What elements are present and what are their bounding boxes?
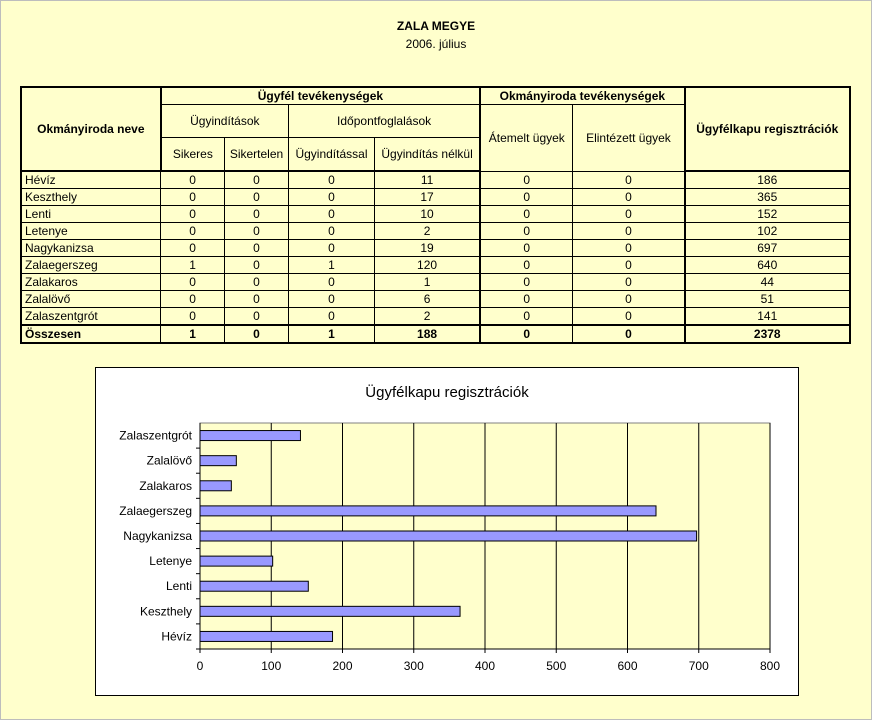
value-cell: 0 — [161, 291, 225, 308]
office-name-cell: Keszthely — [21, 189, 161, 206]
value-cell: 697 — [685, 240, 850, 257]
value-cell: 102 — [685, 223, 850, 240]
value-cell: 51 — [685, 291, 850, 308]
value-cell: 0 — [161, 223, 225, 240]
table-row — [21, 223, 850, 240]
value-cell: 0 — [480, 274, 573, 291]
office-name-cell: Zalaszentgrót — [21, 308, 161, 326]
value-cell: 1 — [289, 257, 375, 274]
table-body — [21, 171, 850, 343]
value-cell: 0 — [573, 240, 685, 257]
value-cell: 0 — [289, 308, 375, 326]
value-cell: 0 — [573, 257, 685, 274]
value-cell: 365 — [685, 189, 850, 206]
value-cell: 6 — [374, 291, 480, 308]
value-cell: 2 — [374, 223, 480, 240]
bar-nagykanizsa — [200, 531, 697, 541]
office-name-cell: Zalaegerszeg — [21, 257, 161, 274]
value-cell: 640 — [685, 257, 850, 274]
value-cell: 0 — [480, 189, 573, 206]
header-unsuccessful: Sikertelen — [225, 138, 289, 172]
value-cell: 1 — [161, 257, 225, 274]
category-label: Zalaszentgrót — [119, 428, 192, 443]
header-successful: Sikeres — [161, 138, 225, 172]
x-tick-label: 0 — [196, 659, 204, 673]
header-portal-registrations: Ügyfélkapu regisztrációk — [685, 87, 850, 171]
value-cell: 0 — [161, 171, 225, 189]
value-cell: 152 — [685, 206, 850, 223]
header-completed: Elintézett ügyek — [573, 105, 685, 172]
x-tick-label: 800 — [759, 659, 781, 673]
value-cell: 0 — [161, 189, 225, 206]
value-cell: 0 — [161, 206, 225, 223]
value-cell: 120 — [374, 257, 480, 274]
header-without-case: Ügyindítás nélkül — [374, 138, 480, 172]
value-cell: 188 — [374, 325, 480, 343]
value-cell: 0 — [573, 171, 685, 189]
statistics-table — [20, 86, 851, 344]
value-cell: 0 — [573, 189, 685, 206]
value-cell: 17 — [374, 189, 480, 206]
x-tick-label: 100 — [261, 659, 282, 673]
bar-chart — [96, 368, 798, 695]
value-cell: 0 — [289, 189, 375, 206]
value-cell: 0 — [289, 223, 375, 240]
category-label: Zalalövő — [146, 453, 192, 468]
value-cell: 0 — [225, 189, 289, 206]
value-cell: 0 — [225, 240, 289, 257]
office-name-cell: Zalakaros — [21, 274, 161, 291]
value-cell: 0 — [289, 240, 375, 257]
office-name-cell: Letenye — [21, 223, 161, 240]
value-cell: 0 — [161, 308, 225, 326]
header-client-activities: Ügyfél tevékenységek — [161, 87, 481, 105]
x-tick-label: 300 — [403, 659, 424, 673]
page-subtitle: 2006. július — [405, 37, 467, 51]
value-cell: 0 — [480, 257, 573, 274]
total-label: Összesen — [21, 325, 161, 343]
value-cell: 0 — [289, 206, 375, 223]
value-cell: 0 — [225, 308, 289, 326]
office-name-cell: Lenti — [21, 206, 161, 223]
value-cell: 0 — [480, 223, 573, 240]
value-cell: 0 — [289, 171, 375, 189]
value-cell: 1 — [374, 274, 480, 291]
bar-hévíz — [200, 631, 333, 641]
category-label: Nagykanizsa — [123, 529, 192, 543]
header-with-case: Ügyindítással — [289, 138, 375, 172]
table-row — [21, 308, 850, 326]
value-cell: 0 — [161, 274, 225, 291]
value-cell: 0 — [480, 291, 573, 308]
table-row — [21, 240, 850, 257]
value-cell: 10 — [374, 206, 480, 223]
header-bookings: Időpontfoglalások — [289, 105, 481, 138]
chart-title: Ügyfélkapu regisztrációk — [365, 384, 529, 401]
value-cell: 0 — [480, 325, 573, 343]
value-cell: 2 — [374, 308, 480, 326]
value-cell: 0 — [225, 257, 289, 274]
bar-zalaszentgrót — [200, 431, 300, 441]
table-row — [21, 274, 850, 291]
value-cell: 2378 — [685, 325, 850, 343]
value-cell: 0 — [573, 206, 685, 223]
category-label: Lenti — [165, 579, 192, 594]
value-cell: 0 — [480, 206, 573, 223]
header-case-starts: Ügyindítások — [161, 105, 289, 138]
table-row — [21, 257, 850, 274]
page-title: ZALA MEGYE — [396, 19, 476, 33]
value-cell: 0 — [480, 240, 573, 257]
x-tick-label: 700 — [688, 659, 709, 673]
value-cell: 141 — [685, 308, 850, 326]
x-tick-label: 500 — [546, 659, 567, 673]
table-row — [21, 171, 850, 189]
total-row — [21, 325, 850, 343]
x-tick-label: 600 — [617, 659, 638, 673]
header-office-name: Okmányiroda neve — [21, 87, 161, 171]
category-label: Zalaegerszeg — [119, 503, 192, 518]
value-cell: 11 — [374, 171, 480, 189]
value-cell: 186 — [685, 171, 850, 189]
category-label: Zalakaros — [139, 478, 192, 493]
value-cell: 0 — [225, 171, 289, 189]
value-cell: 0 — [573, 291, 685, 308]
category-label: Letenye — [149, 554, 192, 569]
value-cell: 0 — [225, 325, 289, 343]
value-cell: 0 — [573, 325, 685, 343]
value-cell: 0 — [289, 291, 375, 308]
value-cell: 0 — [573, 274, 685, 291]
value-cell: 0 — [480, 308, 573, 326]
value-cell: 44 — [685, 274, 850, 291]
value-cell: 0 — [225, 206, 289, 223]
bar-zalalövő — [200, 456, 236, 466]
value-cell: 0 — [161, 240, 225, 257]
office-name-cell: Hévíz — [21, 171, 161, 189]
bar-lenti — [200, 581, 308, 591]
value-cell: 0 — [573, 223, 685, 240]
value-cell: 0 — [225, 274, 289, 291]
value-cell: 0 — [480, 171, 573, 189]
value-cell: 1 — [289, 325, 375, 343]
bar-zalaegerszeg — [200, 506, 656, 516]
value-cell: 0 — [573, 308, 685, 326]
category-label: Keszthely — [139, 604, 192, 619]
value-cell: 1 — [161, 325, 225, 343]
table-row — [21, 291, 850, 308]
category-label: Hévíz — [161, 629, 192, 644]
table-row — [21, 206, 850, 223]
x-tick-label: 200 — [332, 659, 353, 673]
x-tick-label: 400 — [474, 659, 496, 673]
bar-keszthely — [200, 606, 460, 616]
value-cell: 19 — [374, 240, 480, 257]
value-cell: 0 — [225, 223, 289, 240]
office-name-cell: Nagykanizsa — [21, 240, 161, 257]
header-transferred: Átemelt ügyek — [480, 105, 573, 172]
table-row — [21, 189, 850, 206]
chart-container — [95, 367, 799, 696]
bar-zalakaros — [200, 481, 231, 491]
header-office-activities: Okmányiroda tevékenységek — [480, 87, 684, 105]
bar-letenye — [200, 556, 273, 566]
value-cell: 0 — [225, 291, 289, 308]
office-name-cell: Zalalövő — [21, 291, 161, 308]
value-cell: 0 — [289, 274, 375, 291]
